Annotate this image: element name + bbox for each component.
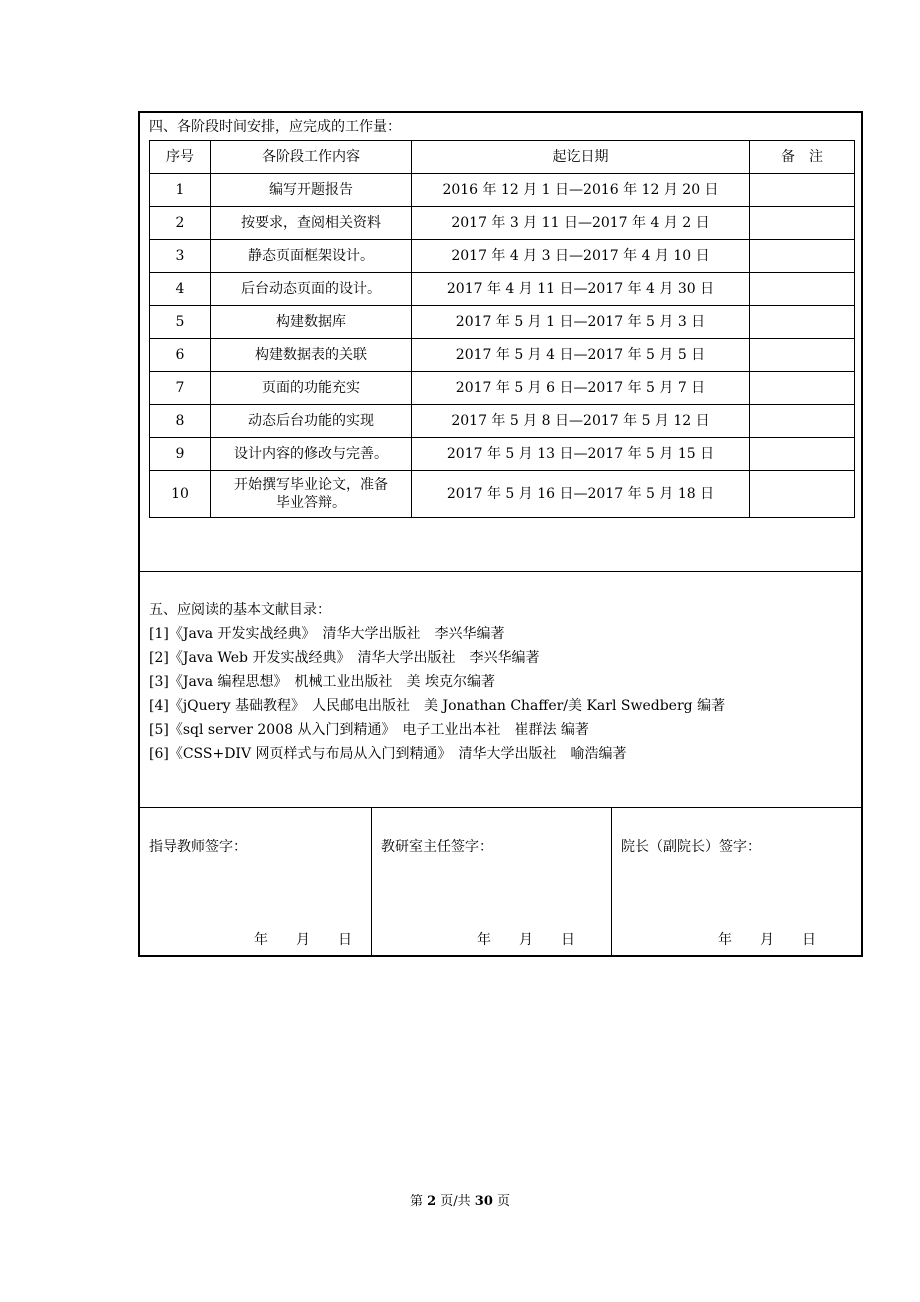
references-section bbox=[140, 572, 861, 808]
footer-middle: 页/共 bbox=[436, 1194, 475, 1209]
row-note bbox=[750, 438, 855, 471]
row-task-line-1: 开始撰写毕业论文，准备 bbox=[234, 477, 388, 493]
signature-section bbox=[140, 808, 861, 955]
footer-prefix: 第 bbox=[409, 1194, 428, 1209]
row-dates: 2017 年 5 月 6 日—2017 年 5 月 7 日 bbox=[412, 372, 750, 405]
row-dates: 2017 年 5 月 8 日—2017 年 5 月 12 日 bbox=[412, 405, 750, 438]
dean-signature-date: 年 月 日 bbox=[718, 932, 816, 948]
form-frame bbox=[138, 111, 863, 957]
table-row bbox=[150, 438, 855, 471]
row-note bbox=[750, 372, 855, 405]
row-note bbox=[750, 405, 855, 438]
table-row bbox=[150, 471, 855, 518]
row-no: 2 bbox=[150, 207, 211, 240]
table-row bbox=[150, 339, 855, 372]
table-row bbox=[150, 240, 855, 273]
footer-suffix: 页 bbox=[492, 1194, 511, 1209]
schedule-table bbox=[149, 140, 855, 518]
list-item: [4]《jQuery 基础教程》 人民邮电出版社 美 Jonathan Chaffer/美 Karl Swedberg 编著 bbox=[149, 698, 726, 714]
row-task: 静态页面框架设计。 bbox=[211, 240, 412, 273]
header-dates: 起讫日期 bbox=[412, 141, 750, 174]
advisor-signature-date: 年 月 日 bbox=[254, 932, 352, 948]
references-title: 五、应阅读的基本文献目录： bbox=[149, 602, 331, 618]
schedule-section bbox=[140, 113, 861, 572]
dean-signature-label: 院长（副院长）签字： bbox=[621, 839, 761, 855]
row-task: 动态后台功能的实现 bbox=[211, 405, 412, 438]
row-note bbox=[750, 174, 855, 207]
row-note bbox=[750, 339, 855, 372]
list-item: [3]《Java 编程思想》 机械工业出版社 美 埃克尔编著 bbox=[149, 674, 495, 690]
footer-page-number: 2 bbox=[427, 1194, 437, 1209]
row-task: 按要求，查阅相关资料 bbox=[211, 207, 412, 240]
page-footer bbox=[0, 1190, 920, 1209]
table-row bbox=[150, 306, 855, 339]
table-row bbox=[150, 174, 855, 207]
schedule-title: 四、各阶段时间安排，应完成的工作量： bbox=[149, 119, 401, 135]
references-list bbox=[149, 622, 725, 766]
row-task: 编写开题报告 bbox=[211, 174, 412, 207]
director-signature-date: 年 月 日 bbox=[477, 932, 575, 948]
row-note bbox=[750, 273, 855, 306]
advisor-signature-label: 指导教师签字： bbox=[149, 839, 247, 855]
row-task-line-2: 毕业答辩。 bbox=[276, 495, 346, 511]
row-task: 设计内容的修改与完善。 bbox=[211, 438, 412, 471]
list-item: [1]《Java 开发实战经典》 清华大学出版社 李兴华编著 bbox=[149, 626, 505, 642]
row-dates: 2017 年 4 月 11 日—2017 年 4 月 30 日 bbox=[412, 273, 750, 306]
row-note bbox=[750, 306, 855, 339]
row-no: 7 bbox=[150, 372, 211, 405]
list-item: [5]《sql server 2008 从入门到精通》 电子工业出本社 崔群法 编著 bbox=[149, 722, 589, 738]
header-no: 序号 bbox=[150, 141, 211, 174]
row-dates: 2016 年 12 月 1 日—2016 年 12 月 20 日 bbox=[412, 174, 750, 207]
row-task: 构建数据库 bbox=[211, 306, 412, 339]
footer-total-pages: 30 bbox=[474, 1194, 493, 1209]
row-dates: 2017 年 3 月 11 日—2017 年 4 月 2 日 bbox=[412, 207, 750, 240]
table-row bbox=[150, 372, 855, 405]
list-item: [2]《Java Web 开发实战经典》 清华大学出版社 李兴华编著 bbox=[149, 650, 540, 666]
row-task: 页面的功能充实 bbox=[211, 372, 412, 405]
row-task: 构建数据表的关联 bbox=[211, 339, 412, 372]
row-dates: 2017 年 4 月 3 日—2017 年 4 月 10 日 bbox=[412, 240, 750, 273]
row-task: 后台动态页面的设计。 bbox=[211, 273, 412, 306]
row-dates: 2017 年 5 月 1 日—2017 年 5 月 3 日 bbox=[412, 306, 750, 339]
row-dates: 2017 年 5 月 13 日—2017 年 5 月 15 日 bbox=[412, 438, 750, 471]
row-no: 10 bbox=[150, 471, 211, 518]
header-note: 备 注 bbox=[750, 141, 855, 174]
row-note bbox=[750, 240, 855, 273]
table-row bbox=[150, 273, 855, 306]
row-no: 9 bbox=[150, 438, 211, 471]
director-signature-cell bbox=[371, 808, 611, 955]
header-task: 各阶段工作内容 bbox=[211, 141, 412, 174]
row-note bbox=[750, 471, 855, 518]
row-no: 8 bbox=[150, 405, 211, 438]
table-header-row bbox=[150, 141, 855, 174]
row-task bbox=[211, 471, 412, 518]
row-no: 4 bbox=[150, 273, 211, 306]
dean-signature-cell bbox=[611, 808, 861, 955]
row-dates: 2017 年 5 月 4 日—2017 年 5 月 5 日 bbox=[412, 339, 750, 372]
row-no: 1 bbox=[150, 174, 211, 207]
director-signature-label: 教研室主任签字： bbox=[381, 839, 493, 855]
row-note bbox=[750, 207, 855, 240]
row-dates: 2017 年 5 月 16 日—2017 年 5 月 18 日 bbox=[412, 471, 750, 518]
table-row bbox=[150, 405, 855, 438]
row-no: 3 bbox=[150, 240, 211, 273]
row-no: 5 bbox=[150, 306, 211, 339]
table-row bbox=[150, 207, 855, 240]
row-no: 6 bbox=[150, 339, 211, 372]
list-item: [6]《CSS+DIV 网页样式与布局从入门到精通》 清华大学出版社 喻浩编著 bbox=[149, 746, 627, 762]
advisor-signature-cell bbox=[140, 808, 371, 955]
